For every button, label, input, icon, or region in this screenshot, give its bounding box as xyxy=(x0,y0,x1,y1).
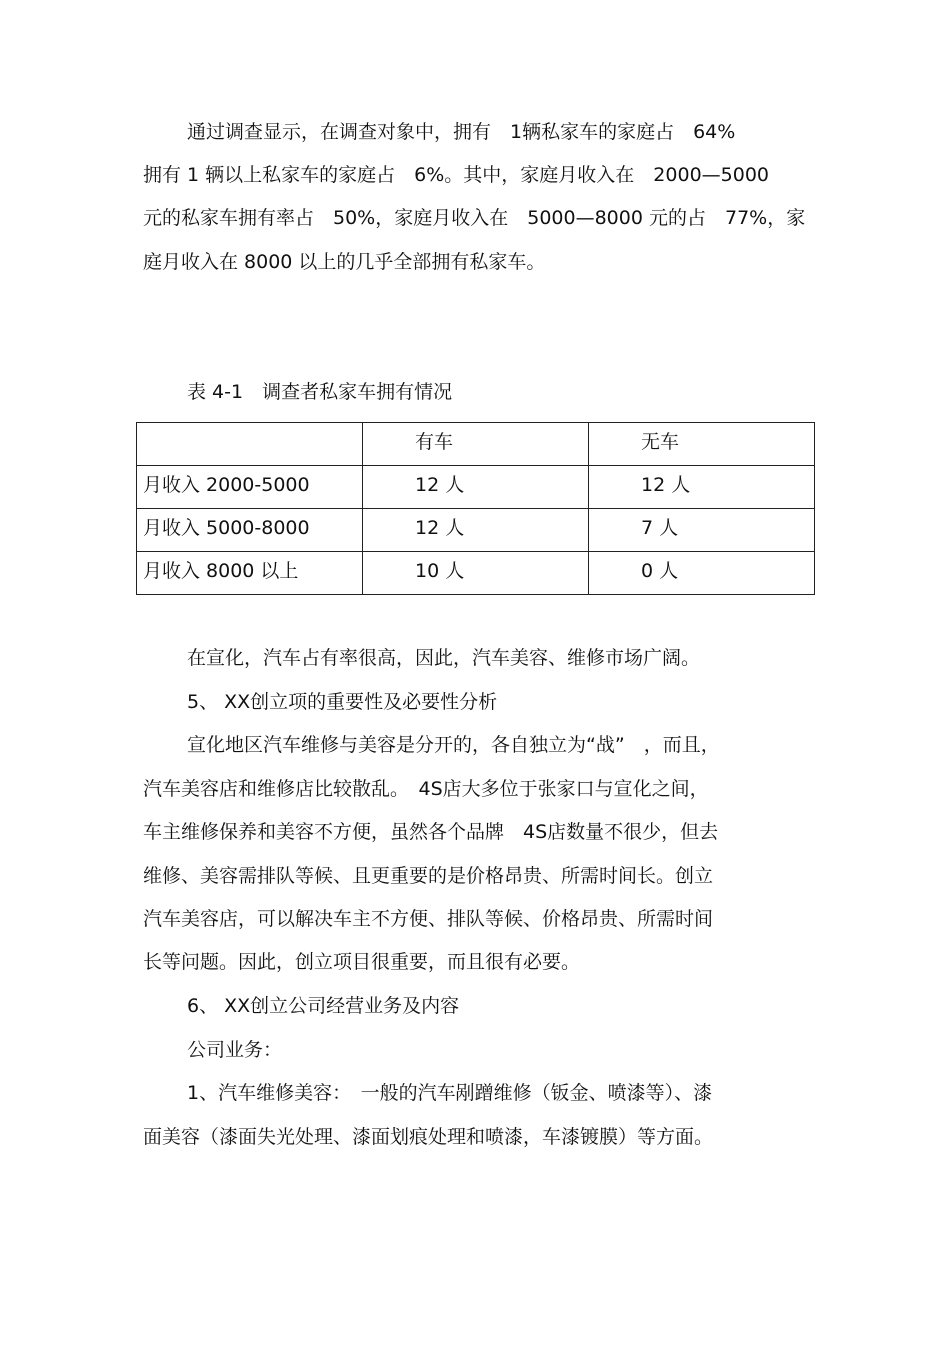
table-row xyxy=(137,466,815,509)
cell-no-car: 12 人 xyxy=(589,466,815,509)
importance-line-2: 汽车美容店和维修店比较散乱。 4S店大多位于张家口与宣化之间， xyxy=(143,778,709,800)
intro-line-2: 拥有 1 辆以上私家车的家庭占 6%。其中，家庭月收入在 2000—5000 xyxy=(143,164,770,186)
cell-has-car: 12 人 xyxy=(363,466,589,509)
importance-line-4: 维修、美容需排队等候、且更重要的是价格昂贵、所需时间长。创立 xyxy=(143,865,714,887)
intro-line-4: 庭月收入在 8000 以上的几乎全部拥有私家车。 xyxy=(143,251,546,273)
importance-line-1: 宣化地区汽车维修与美容是分开的，各自独立为“战” ，而且， xyxy=(187,734,720,756)
header-cell-has-car: 有车 xyxy=(363,423,589,466)
section-heading-5: 5、 XX创立项的重要性及必要性分析 xyxy=(187,691,498,713)
cell-no-car: 7 人 xyxy=(589,509,815,552)
cell-no-car: 0 人 xyxy=(589,552,815,595)
paragraph-market: 在宣化，汽车占有率很高，因此，汽车美容、维修市场广阔。 xyxy=(187,647,701,669)
car-ownership-table xyxy=(136,422,815,595)
table-row xyxy=(137,552,815,595)
cell-has-car: 12 人 xyxy=(363,509,589,552)
table-row xyxy=(137,509,815,552)
importance-line-3: 车主维修保养和美容不方便，虽然各个品牌 4S店数量不很少，但去 xyxy=(143,821,719,843)
row-label: 月收入 5000-8000 xyxy=(137,509,363,552)
business-line-2: 面美容（漆面失光处理、漆面划痕处理和喷漆，车漆镀膜）等方面。 xyxy=(143,1126,714,1148)
intro-line-3: 元的私家车拥有率占 50%，家庭月收入在 5000—8000 元的占 77%，家 xyxy=(143,207,806,229)
business-line-1: 1、汽车维修美容： 一般的汽车剐蹭维修（钣金、喷漆等）、漆 xyxy=(187,1082,713,1104)
company-business-label: 公司业务： xyxy=(187,1039,283,1061)
header-cell-empty xyxy=(137,423,363,466)
importance-line-5: 汽车美容店，可以解决车主不方便、排队等候、价格昂贵、所需时间 xyxy=(143,908,714,930)
row-label: 月收入 2000-5000 xyxy=(137,466,363,509)
section-heading-6: 6、 XX创立公司经营业务及内容 xyxy=(187,995,460,1017)
importance-line-6: 长等问题。因此，创立项目很重要，而且很有必要。 xyxy=(143,951,581,973)
intro-line-1: 通过调查显示，在调查对象中，拥有 1辆私家车的家庭占 64% xyxy=(187,121,736,143)
table-header-row xyxy=(137,423,815,466)
row-label: 月收入 8000 以上 xyxy=(137,552,363,595)
cell-has-car: 10 人 xyxy=(363,552,589,595)
table-caption: 表 4-1 调查者私家车拥有情况 xyxy=(187,381,453,403)
header-cell-no-car: 无车 xyxy=(589,423,815,466)
